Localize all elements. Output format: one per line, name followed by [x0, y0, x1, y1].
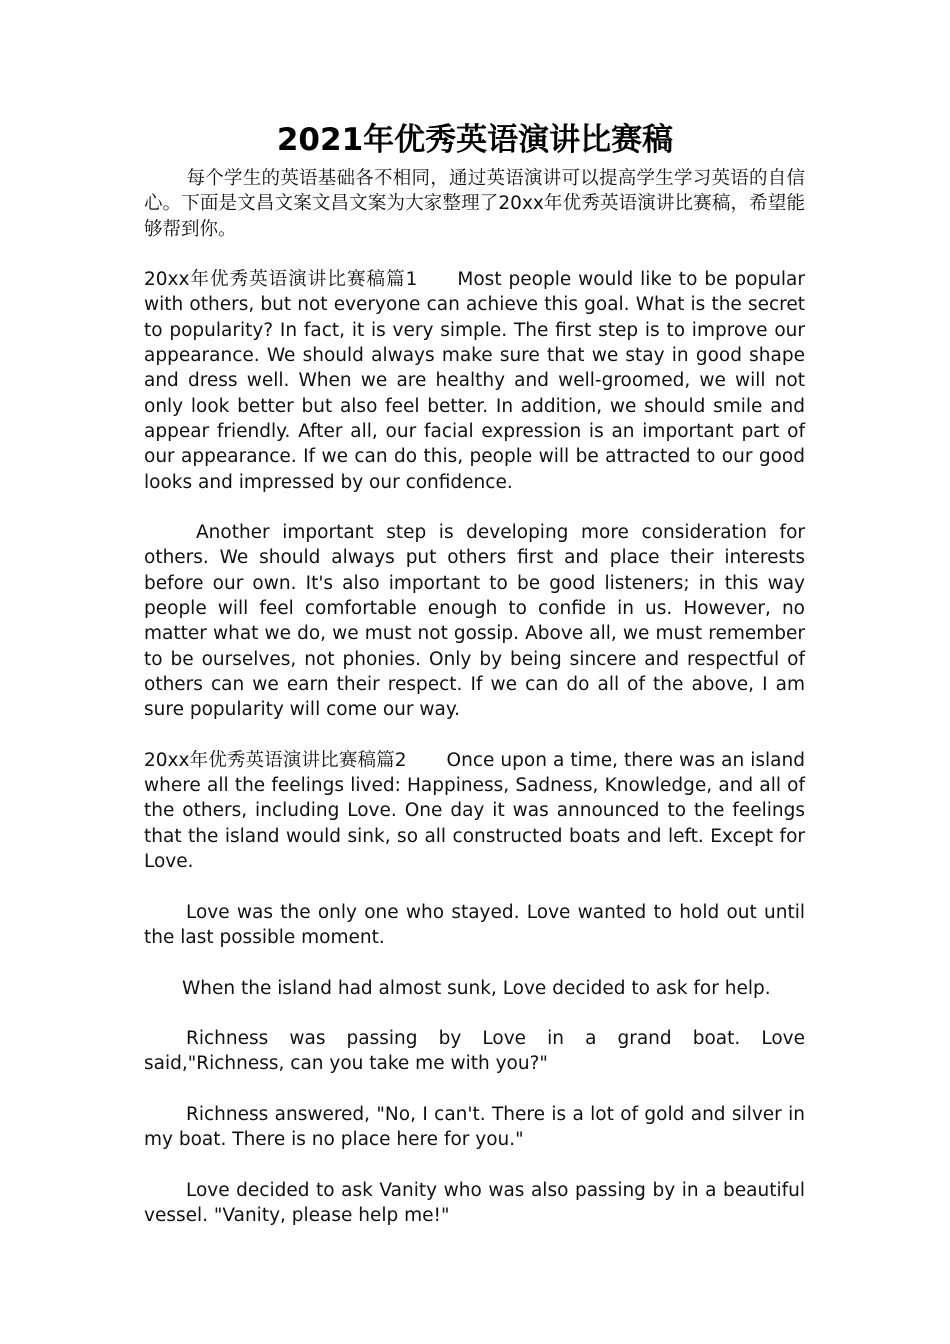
document-title: 2021年优秀英语演讲比赛稿: [276, 122, 674, 158]
section2-paragraph-2: Love was the only one who stayed. Love wanted to hold out until the last possible moment.: [144, 901, 805, 948]
section2-paragraph-3: When the island had almost sunk, Love decided to ask for help.: [182, 977, 771, 999]
section1-first-paragraph: [144, 267, 805, 495]
section1-heading: 20xx年优秀英语演讲比赛稿篇1: [144, 269, 418, 291]
section2-first-paragraph: [144, 748, 805, 874]
section2-paragraph-1: Once upon a time, there was an island where all the feelings lived: Happiness, Sadness, Knowledge, and all of the others, including Love. One day it was announced to the feelings that the island would sink, so all constructed boats and left. Except for Love.: [144, 749, 805, 873]
section2-heading: 20xx年优秀英语演讲比赛稿篇2: [144, 749, 407, 771]
section1-paragraph-1: Most people would like to be popular with others, but not everyone can achieve this goal. What is the secret to popularity? In fact, it is very simple. The first step is to improve our appearance. We should always make sure that we stay in good shape and dress well. When we are healthy and well-groomed, we will not only look better but also feel better. In addition, we should smile and appear friendly. After all, our facial expression is an important part of our appearance. If we can do this, people will be attracted to our good looks and impressed by our confidence.: [144, 269, 805, 493]
document-body: [144, 166, 805, 1254]
section2-paragraph-5: Richness answered, "No, I can't. There is a lot of gold and silver in my boat. There is no place here for you.": [144, 1103, 805, 1151]
section1-paragraph-2: Another important step is developing more consideration for others. We should always put others first and place their interests before our own. It's also important to be good listeners; in this way people will feel comfortable enough to confide in us. However, no matter what we do, we must not gossip. Above all, we must remember to be ourselves, not phonies. Only by being sincere and respectful of others can we earn their respect. If we can do all of the above, I am sure popularity will come our way.: [144, 522, 805, 721]
section2-paragraph-6: Love decided to ask Vanity who was also passing by in a beautiful vessel. "Vanity, please help me!": [144, 1179, 805, 1227]
section2-paragraph-4: Richness was passing by Love in a grand boat. Love said,"Richness, can you take me with you?": [144, 1028, 805, 1075]
intro-paragraph: 每个学生的英语基础各不相同，通过英语演讲可以提高学生学习英语的自信心。下面是文昌文案文昌文案为大家整理了20xx年优秀英语演讲比赛稿，希望能够帮到你。: [144, 168, 805, 240]
